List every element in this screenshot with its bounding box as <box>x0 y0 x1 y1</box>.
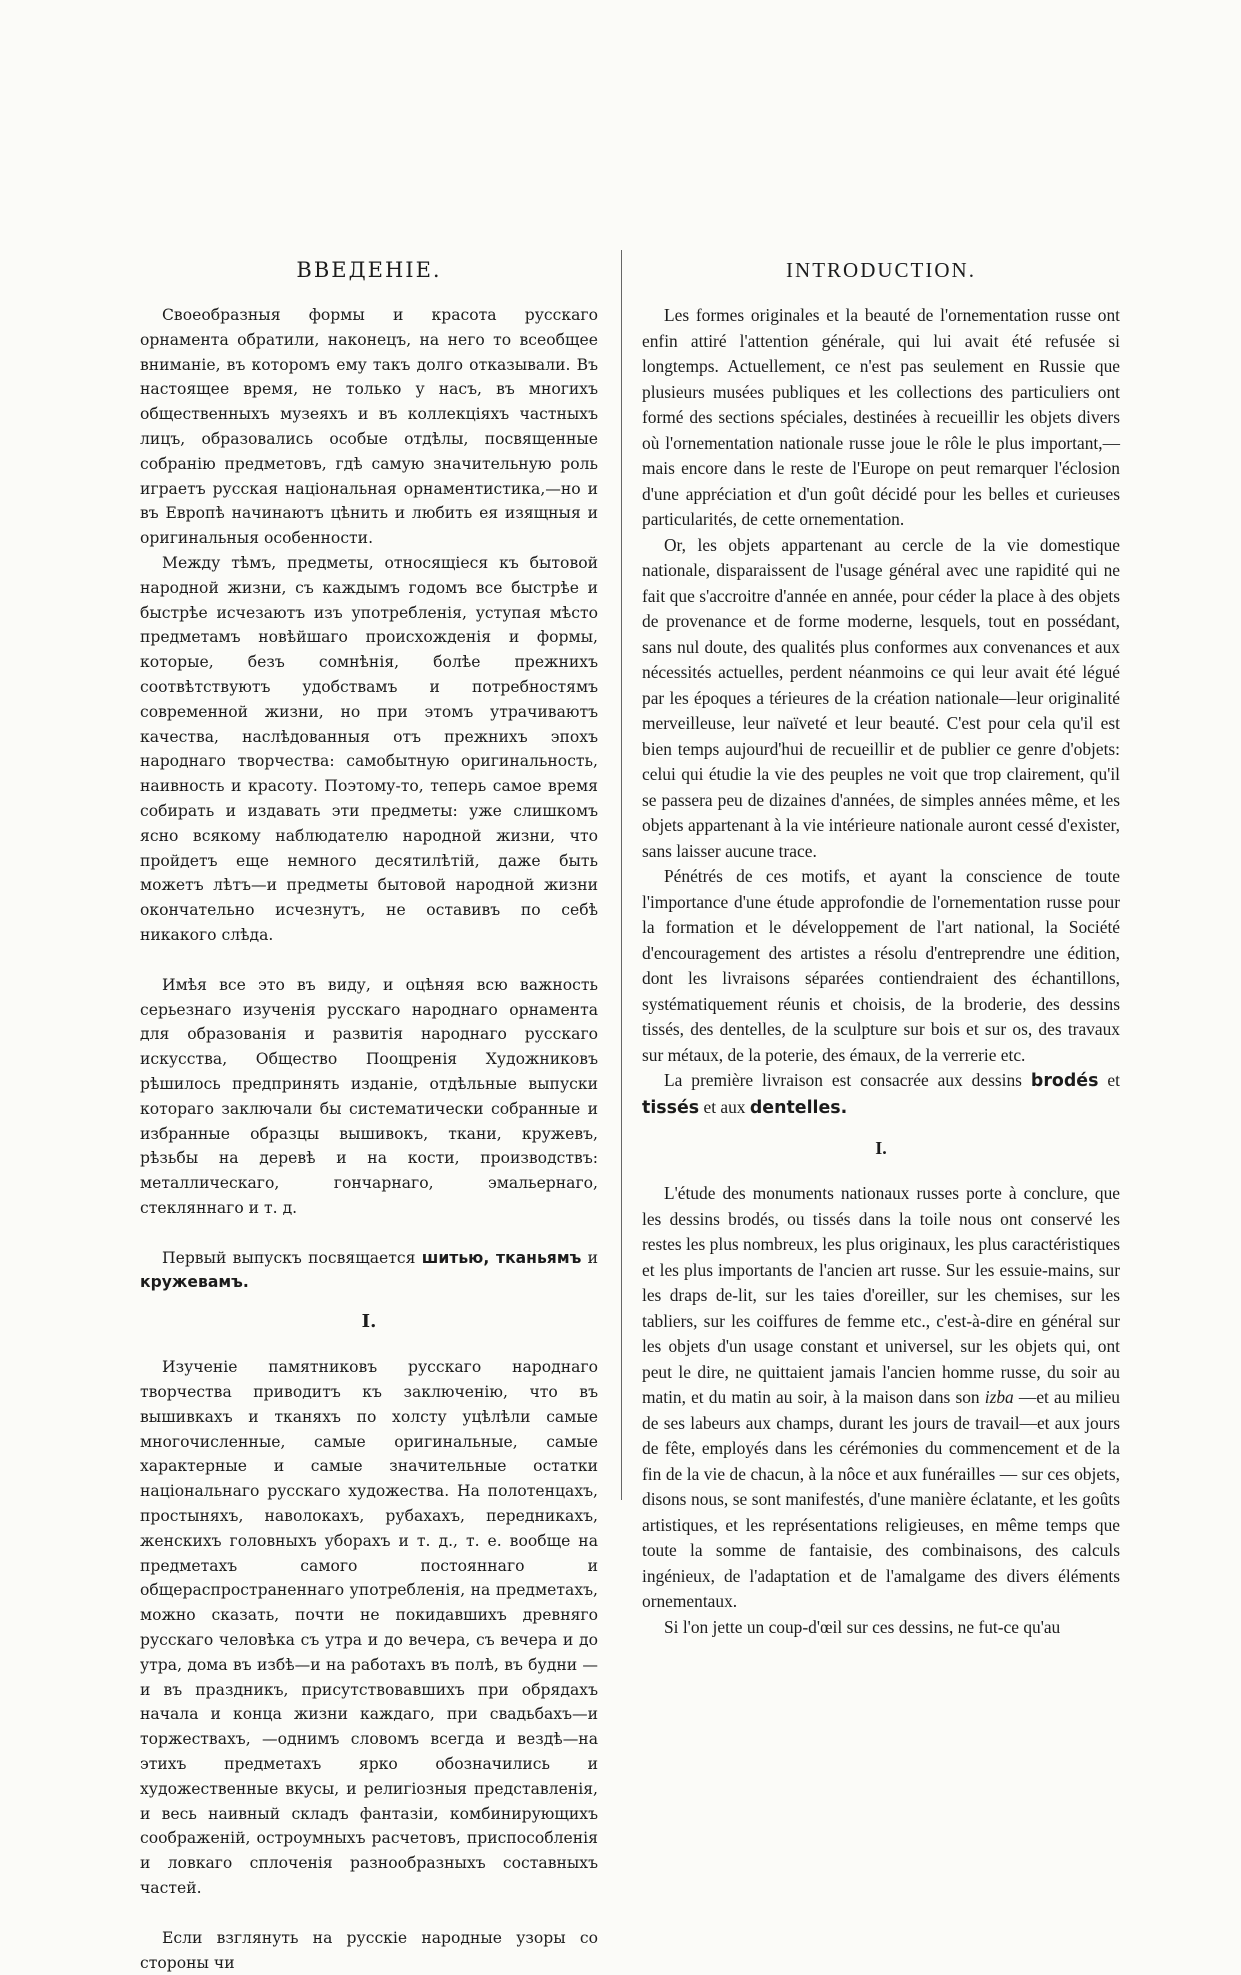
french-p5-b: —et au milieu de ses labeurs aux champs, durant les jours de travail—et aux jours de fête, employés dans les cérémonies du commencement et de la fin de la vie de chacun, à la nôce et aux funérailles — sur ces objets, disons nous, se sont manifestés, d'une manière éclatante, et les goûts artistiques, et les représentations religieuses, en même temps que toute la somme de fantaisie, des combinaisons, des calculs ingénieux, de l'adaptation et de l'amalgame des divers éléments ornementaux. <box>642 1387 1120 1611</box>
french-column <box>642 255 1120 1640</box>
russian-paragraph-3: Имѣя все это въ виду, и оцѣняя всю важность серьезнаго изученія русскаго народнаго орнамента для образованія и развитія народнаго русскаго искусства, Общество Поощренія Художниковъ рѣшилось предпринять изданіе, отдѣльные выпуски котораго заключали бы систематически собранные и избранные образцы вышивокъ, ткани, кружевъ, рѣзьбы на деревѣ и на кости, производствъ: металлическаго, гончарнаго, эмальернаго, стекляннаго и т. д. <box>140 975 598 1217</box>
french-p4-aux: et aux <box>703 1096 746 1117</box>
russian-paragraph-4 <box>140 1246 598 1296</box>
russian-section-numeral: I. <box>361 1311 377 1333</box>
french-paragraph-2: Or, les objets appartenant au cercle de la vie domestique nationale, disparaissent de l'usage général avec une rapidité qui ne fait que s'accroitre d'année en année, pour céder la place à des objets de provenance et de forme moderne, lesquels, tout en possédant, sans nul doute, des qualités plus conformes aux convenances et aux nécessités actuelles, perdent néanmoins ce qui leur avait été légué par les époques a térieures de la création nationale—leur originalité merveilleuse, leur naïveté et leur beauté. C'est pour cela qu'il est bien temps aujourd'hui de recueillir et de publier ce genre d'objets: celui qui étudie la vie des peuples ne voit que trop clairement, qu'il se passera peu de dizaines d'années, de simples années même, et les objets appartenant à la vie intérieure nationale auront cessé d'exister, sans laisser aucune trace. <box>642 534 1120 861</box>
column-divider <box>621 250 622 1500</box>
russian-paragraph-1: Своеобразныя формы и красота русскаго орнамента обратили, наконецъ, на него то всеобщее вниманіе, въ которомъ ему такъ долго отказывали. Въ настоящее время, не только у насъ, въ многихъ общественныхъ музеяхъ и въ коллекціяхъ частныхъ лицъ, образовались особые отдѣлы, посвященные собранію предметовъ, гдѣ самую значительную роль играетъ русская національная орнаментистика,—но и въ Европѣ начинаютъ цѣнить и любить ея изящныя и оригинальныя особенности. <box>140 306 598 548</box>
french-p5-a: L'étude des monuments nationaux russes porte à conclure, que les dessins brodés, ou tissés dans la toile nous ont conservé les restes les plus nombreux, les plus originaux, les plus caractéristiques et les plus importants de l'ancien art russe. Sur les essuie-mains, sur les draps de-lit, sur les taies d'oreiller, sur les chemises, sur les tabliers, sur les coiffures de femme etc., c'est-à-dire en général sur les objets d'un usage constant et universel, sur les objets qui, ont peut le dire, ne quittaient jamais l'ancien homme russe, du soir au matin, et du matin au soir, à la maison dans son <box>642 1183 1120 1407</box>
russian-paragraph-6: Если взглянуть на русскіе народные узоры со стороны чи <box>140 1928 598 1972</box>
russian-p4-bold2: кружевамъ. <box>140 1273 249 1292</box>
french-p4-bold3: dentelles. <box>749 1097 848 1118</box>
russian-title: ВВЕДЕНІЕ. <box>296 258 442 282</box>
russian-p4-and: и <box>587 1248 598 1267</box>
french-title: INTRODUCTION. <box>786 258 976 282</box>
french-paragraph-3: Pénétrés de ces motifs, et ayant la conscience de toute l'importance d'une étude approfondie de l'ornementation russe pour la formation et le développement de l'art national, la Société d'encouragement des artistes a résolu d'entreprendre une édition, dont les livraisons séparées contiendraient des échantillons, systématiquement réunis et choisis, de la broderie, des dessins tissés, des dentelles, de la sculpture sur bois et sur os, des travaux sur métaux, de la poterie, des émaux, de la verrerie etc. <box>642 866 1120 1065</box>
french-paragraph-6: Si l'on jette un coup-d'œil sur ces dessins, ne fut-ce qu'au <box>664 1616 1061 1637</box>
french-p4-et: et <box>1107 1070 1120 1090</box>
russian-p4-bold: шитью, тканьямъ <box>421 1248 582 1267</box>
french-section-numeral: I. <box>875 1138 887 1158</box>
french-p5-izba: izba <box>984 1387 1014 1407</box>
french-p4-bold: brodés <box>1030 1071 1099 1091</box>
french-p4-start: La première livraison est consacrée aux dessins <box>664 1070 1022 1090</box>
russian-paragraph-2: Между тѣмъ, предметы, относящіеся къ бытовой народной жизни, съ каждымъ годомъ все быстрѣе и быстрѣе исчезаютъ изъ употребленія, уступая мѣсто предметамъ новѣйшаго происхожденія и формы, которые, безъ сомнѣнія, болѣе прежнихъ соотвѣтствуютъ удобствамъ и потребностямъ современной жизни, но при этомъ утрачиваютъ качества, наслѣдованныя отъ прежнихъ эпохъ народнаго творчества: самобытную оригинальность, наивность и красоту. Поэтому-то, теперь самое время собирать и издавать эти предметы: уже слишкомъ ясно всякому наблюдателю народной жизни, что пройдетъ еще немного десятилѣтій, даже быть можетъ лѣтъ—и предметы бытовой народной жизни окончательно исчезнутъ, не оставивъ по себѣ никакого слѣда. <box>140 553 598 944</box>
french-paragraph-5 <box>642 1181 1120 1615</box>
french-p4-bold2: tissés <box>642 1097 700 1118</box>
french-paragraph-4 <box>642 1068 1120 1121</box>
russian-paragraph-5: Изученіе памятниковъ русскаго народнаго творчества приводитъ къ заключенію, что въ вышивкахъ и тканяхъ по холсту уцѣлѣли самые многочисленные, самые оригинальные, самые характерные и самые значительные остатки національнаго русскаго художества. На полотенцахъ, простыняхъ, наволокахъ, рубахахъ, передникахъ, женскихъ головныхъ уборахъ и т. д., т. е. вообще на предметахъ самого постояннаго и общераспространеннаго употребленія, на предметахъ, можно сказать, почти не покидавшихъ древняго русскаго человѣка съ утра и до вечера, съ вечера и до утра, дома въ избѣ—и на работахъ въ полѣ, въ будни — и въ праздникъ, присутствовавшихъ при обрядахъ начала и конца жизни каждаго, при свадьбахъ—и торжествахъ, —однимъ словомъ всегда и вездѣ—на этихъ предметахъ ярко обозначились и художественные вкусы, и религіозныя представленія, и весь наивный складъ фантазіи, комбинирующихъ соображеній, остроумныхъ расчетовъ, приспособленія и ловкаго сплоченія разнообразныхъ составныхъ частей. <box>140 1358 598 1898</box>
russian-p4-start: Первый выпускъ посвящается <box>162 1248 416 1267</box>
russian-column <box>140 255 598 1975</box>
french-paragraph-1: Les formes originales et la beauté de l'ornementation russe ont enfin attiré l'attention générale, qui lui avait été refusée si longtemps. Actuellement, ce n'est pas seulement en Russie que plusieurs musées publiques et les collections des particuliers ont formé des sections spéciales, destinées à recueillir les objets divers où l'ornementation nationale russe joue le rôle le plus important,—mais encore dans le reste de l'Europe on peut remarquer l'éclosion d'une appréciation et d'un goût décidé pour les belles et curieuses particularités, de cette ornementation. <box>642 305 1120 529</box>
